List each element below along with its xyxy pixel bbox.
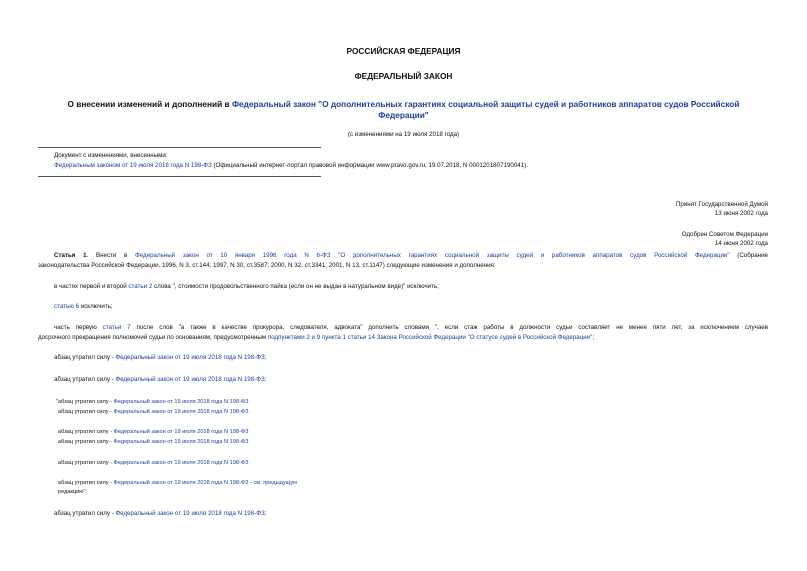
repealed-paragraph (58, 439, 248, 445)
article1-line1 (38, 252, 768, 259)
repealed-text: абзац утратил силу - (58, 480, 114, 486)
item-text: ; (592, 334, 595, 341)
repealed-text: "абзац утратил силу - (56, 399, 114, 405)
document-subtitle: (с изменениями на 19 июля 2018 года) (347, 131, 460, 138)
repealed-paragraph (54, 354, 266, 361)
item-text: слова ", стоимости продовольственного пайка (если он не выдан в натуральном виде)" исключить; (152, 283, 439, 290)
repeal-law-link[interactable]: Федеральный закон от 19 июля 2018 года N 198-ФЗ (113, 460, 249, 466)
repeal-law-link[interactable]: Федеральный закон от 19 июля 2018 года N 198-ФЗ (115, 510, 265, 517)
repealed-punct: ; (264, 376, 267, 383)
amendments-source (54, 162, 528, 169)
repeal-law-link[interactable]: Федеральный закон от 19 июля 2018 года N 198-ФЗ (113, 409, 249, 415)
article1-label: Статья 1 (54, 252, 87, 259)
box-bottom-divider (38, 176, 321, 177)
article6-link[interactable]: статью 6 (54, 303, 80, 310)
article1-dot: . (86, 252, 89, 259)
title-prefix: О внесении изменений и дополнений в (67, 99, 232, 109)
country-heading: РОССИЙСКАЯ ФЕДЕРАЦИЯ (346, 46, 461, 56)
repealed-text: абзац утратил силу - (58, 439, 114, 445)
repealed-paragraph (54, 376, 266, 383)
item-text: часть первую (54, 324, 103, 331)
article1-law-link[interactable]: Федеральный закон от 10 января 1996 года N 6-ФЗ "О дополнительных гарантиях социальной защиты судей и работников аппаратов судов Российской Федерации" (135, 252, 730, 259)
amendment-item-article6 (54, 303, 113, 310)
item-text: в частях первой и второй (54, 283, 129, 290)
council-approval: Одобрен Советом Федерации (681, 231, 768, 238)
article1-line2: законодательства Российской Федерации, 1996, N 3, ст.144; 1997, N 30, ст.3587; 2000, N 32, ст.3341; 2001, N 13, ст.1147) следующие изменения и дополнения: (38, 262, 496, 269)
item-text: после слов "а также в качестве прокурора, следователя, адвоката" дополнить словами ", если стаж работы в должности судьи составляет не менее пяти лет, за исключением случаев (130, 324, 768, 331)
box-top-divider (38, 147, 321, 148)
repeal-law-link[interactable]: Федеральный закон от 19 июля 2018 года N 198-ФЗ (113, 399, 249, 405)
amendment-item-article2 (54, 283, 439, 290)
item-text: исключить; (79, 303, 113, 310)
repealed-text: абзац утратил силу - (58, 429, 114, 435)
repealed-paragraph (58, 409, 248, 415)
repealed-text: абзац утратил силу - (54, 376, 116, 383)
law-type-heading: ФЕДЕРАЛЬНЫЙ ЗАКОН (354, 71, 453, 81)
repealed-text: абзац утратил силу - (54, 510, 116, 517)
amendment-item-article7-line2 (38, 334, 594, 341)
repealed-quoted-paragraph (56, 399, 248, 405)
repealed-punct: ; (264, 510, 267, 517)
title-law-link[interactable]: Федеральный закон "О дополнительных гарантиях социальной защиты судей и работников аппаратов судов Российской (231, 99, 740, 109)
repealed-text: абзац утратил силу - (58, 460, 114, 466)
duma-adoption-date: 13 июня 2002 года (714, 210, 768, 217)
article1-text-continued: (Собрание (729, 252, 768, 259)
repealed-punct: ; (264, 354, 267, 361)
previous-redaction-link[interactable]: - см. предыдущую (248, 480, 298, 486)
amendment-item-article7-line1 (38, 324, 768, 331)
redaction-note: редакцию"; (58, 489, 87, 495)
repealed-paragraph (58, 460, 248, 466)
law-title-line2 (0, 110, 807, 120)
article2-link[interactable]: статьи 2 (128, 283, 153, 290)
repeal-law-link[interactable]: Федеральный закон от 19 июля 2018 года N 198-ФЗ (113, 429, 249, 435)
repealed-paragraph (58, 429, 248, 435)
repealed-paragraph-with-note (58, 480, 297, 486)
repealed-text: абзац утратил силу - (54, 354, 116, 361)
repealed-text: абзац утратил силу - (58, 409, 114, 415)
repeal-law-link[interactable]: Федеральный закон от 19 июля 2018 года N 198-ФЗ (113, 480, 249, 486)
council-approval-date: 14 июня 2002 года (714, 240, 768, 247)
amendment-law-link[interactable]: Федеральным законом от 19 июля 2018 года N 198-ФЗ (54, 162, 212, 169)
repeal-law-link[interactable]: Федеральный закон от 19 июля 2018 года N 198-ФЗ (115, 376, 265, 383)
article1-text: Внести в (88, 252, 136, 259)
amendments-caption: Документ с изменениями, внесенными: (54, 152, 168, 159)
item-text: досрочного прекращения полномочий судьи по основаниям, предусмотренным (38, 334, 268, 341)
title-law-link-continued[interactable]: Федерации" (378, 110, 429, 120)
status-of-judges-link[interactable]: подпунктами 2 и 9 пункта 1 статьи 14 Закона Российской Федерации "О статусе судей в Российской Федерации" (267, 334, 593, 341)
amendment-source-text: (Официальный интернет-портал правовой информации www.pravo.gov.ru, 19.07.2018, N 0001201807190041). (211, 162, 528, 169)
duma-adoption: Принят Государственной Думой (675, 201, 768, 208)
article7-link[interactable]: статьи 7 (102, 324, 131, 331)
law-title-line1 (0, 99, 807, 109)
repeal-law-link[interactable]: Федеральный закон от 19 июля 2018 года N 198-ФЗ (115, 354, 265, 361)
repeal-law-link[interactable]: Федеральный закон от 19 июля 2018 года N 198-ФЗ (113, 439, 249, 445)
repealed-paragraph (54, 510, 266, 517)
